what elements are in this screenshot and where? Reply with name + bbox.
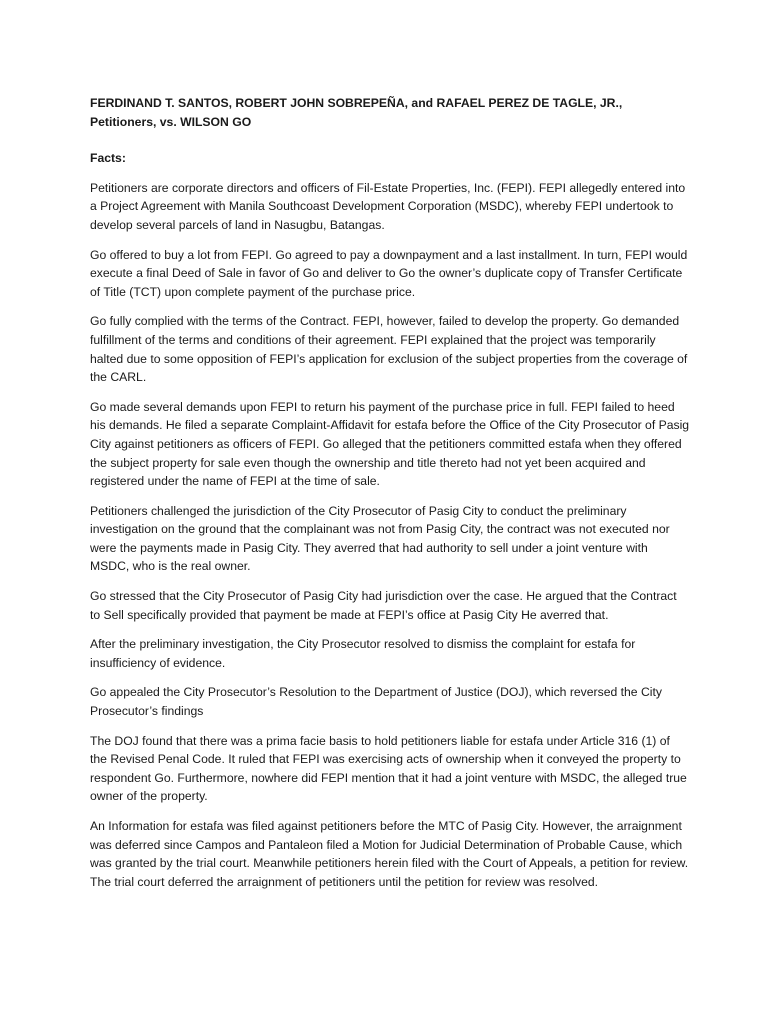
paragraph: Go stressed that the City Prosecutor of Pasig City had jurisdiction over the case. He argued that the Contract to Sell specifically provided that payment be made at FEPI’s office at Pasig City He averred that.: [90, 589, 677, 622]
facts-heading: Facts:: [90, 151, 126, 166]
paragraph: An Information for estafa was filed against petitioners before the MTC of Pasig City. However, the arraignment was deferred since Campos and Pantaleon filed a Motion for Judicial Determination of Probable Cause, which was granted by the trial court. Meanwhile petitioners herein filed with the Court of Appeals, a petition for review. The trial court deferred the arraignment of petitioners until the petition for review was resolved.: [90, 819, 689, 889]
paragraph: After the preliminary investigation, the City Prosecutor resolved to dismiss the complaint for estafa for insufficiency of evidence.: [90, 637, 636, 670]
case-title: FERDINAND T. SANTOS, ROBERT JOHN SOBREPEÑA, and RAFAEL PEREZ DE TAGLE, JR., Petitioners, vs. WILSON GO: [90, 96, 623, 129]
paragraph: Go made several demands upon FEPI to return his payment of the purchase price in full. FEPI failed to heed his demands. He filed a separate Complaint-Affidavit for estafa before the Office of the City Prosecutor of Pasig City against petitioners as officers of FEPI. Go alleged that the petitioners committed estafa when they offered the subject property for sale even though the ownership and title thereto had not yet been acquired and registered under the name of FEPI at the time of sale.: [90, 399, 690, 489]
paragraph: Petitioners are corporate directors and officers of Fil-Estate Properties, Inc. (FEPI). FEPI allegedly entered into a Project Agreement with Manila Southcoast Development Corporation (MSDC), whereby FEPI undertook to develop several parcels of land in Nasugbu, Batangas.: [90, 180, 686, 232]
paragraph: Petitioners challenged the jurisdiction of the City Prosecutor of Pasig City to conduct the preliminary investigation on the ground that the complainant was not from Pasig City, the contract was not executed nor were the payments made in Pasig City. They averred that had authority to sell under a joint venture with MSDC, who is the real owner.: [90, 503, 670, 574]
paragraph: Go offered to buy a lot from FEPI. Go agreed to pay a downpayment and a last installment. In turn, FEPI would execute a final Deed of Sale in favor of Go and deliver to Go the owner’s duplicate copy of Transfer Certificate of Title (TCT) upon complete payment of the purchase price.: [90, 247, 688, 299]
paragraph: Go fully complied with the terms of the Contract. FEPI, however, failed to develop the property. Go demanded fulfillment of the terms and conditions of their agreement. FEPI explained that the project was temporarily halted due to some opposition of FEPI’s application for exclusion of the subject properties from the coverage of the CARL.: [90, 314, 688, 385]
document-page: [90, 94, 690, 902]
paragraph: The DOJ found that there was a prima facie basis to hold petitioners liable for estafa under Article 316 (1) of the Revised Penal Code. It ruled that FEPI was exercising acts of ownership when it conveyed the property to respondent Go. Furthermore, nowhere did FEPI mention that it had a joint venture with MSDC, the alleged true owner of the property.: [90, 733, 687, 804]
paragraph: Go appealed the City Prosecutor’s Resolution to the Department of Justice (DOJ), which reversed the City Prosecutor’s findings: [90, 685, 662, 719]
